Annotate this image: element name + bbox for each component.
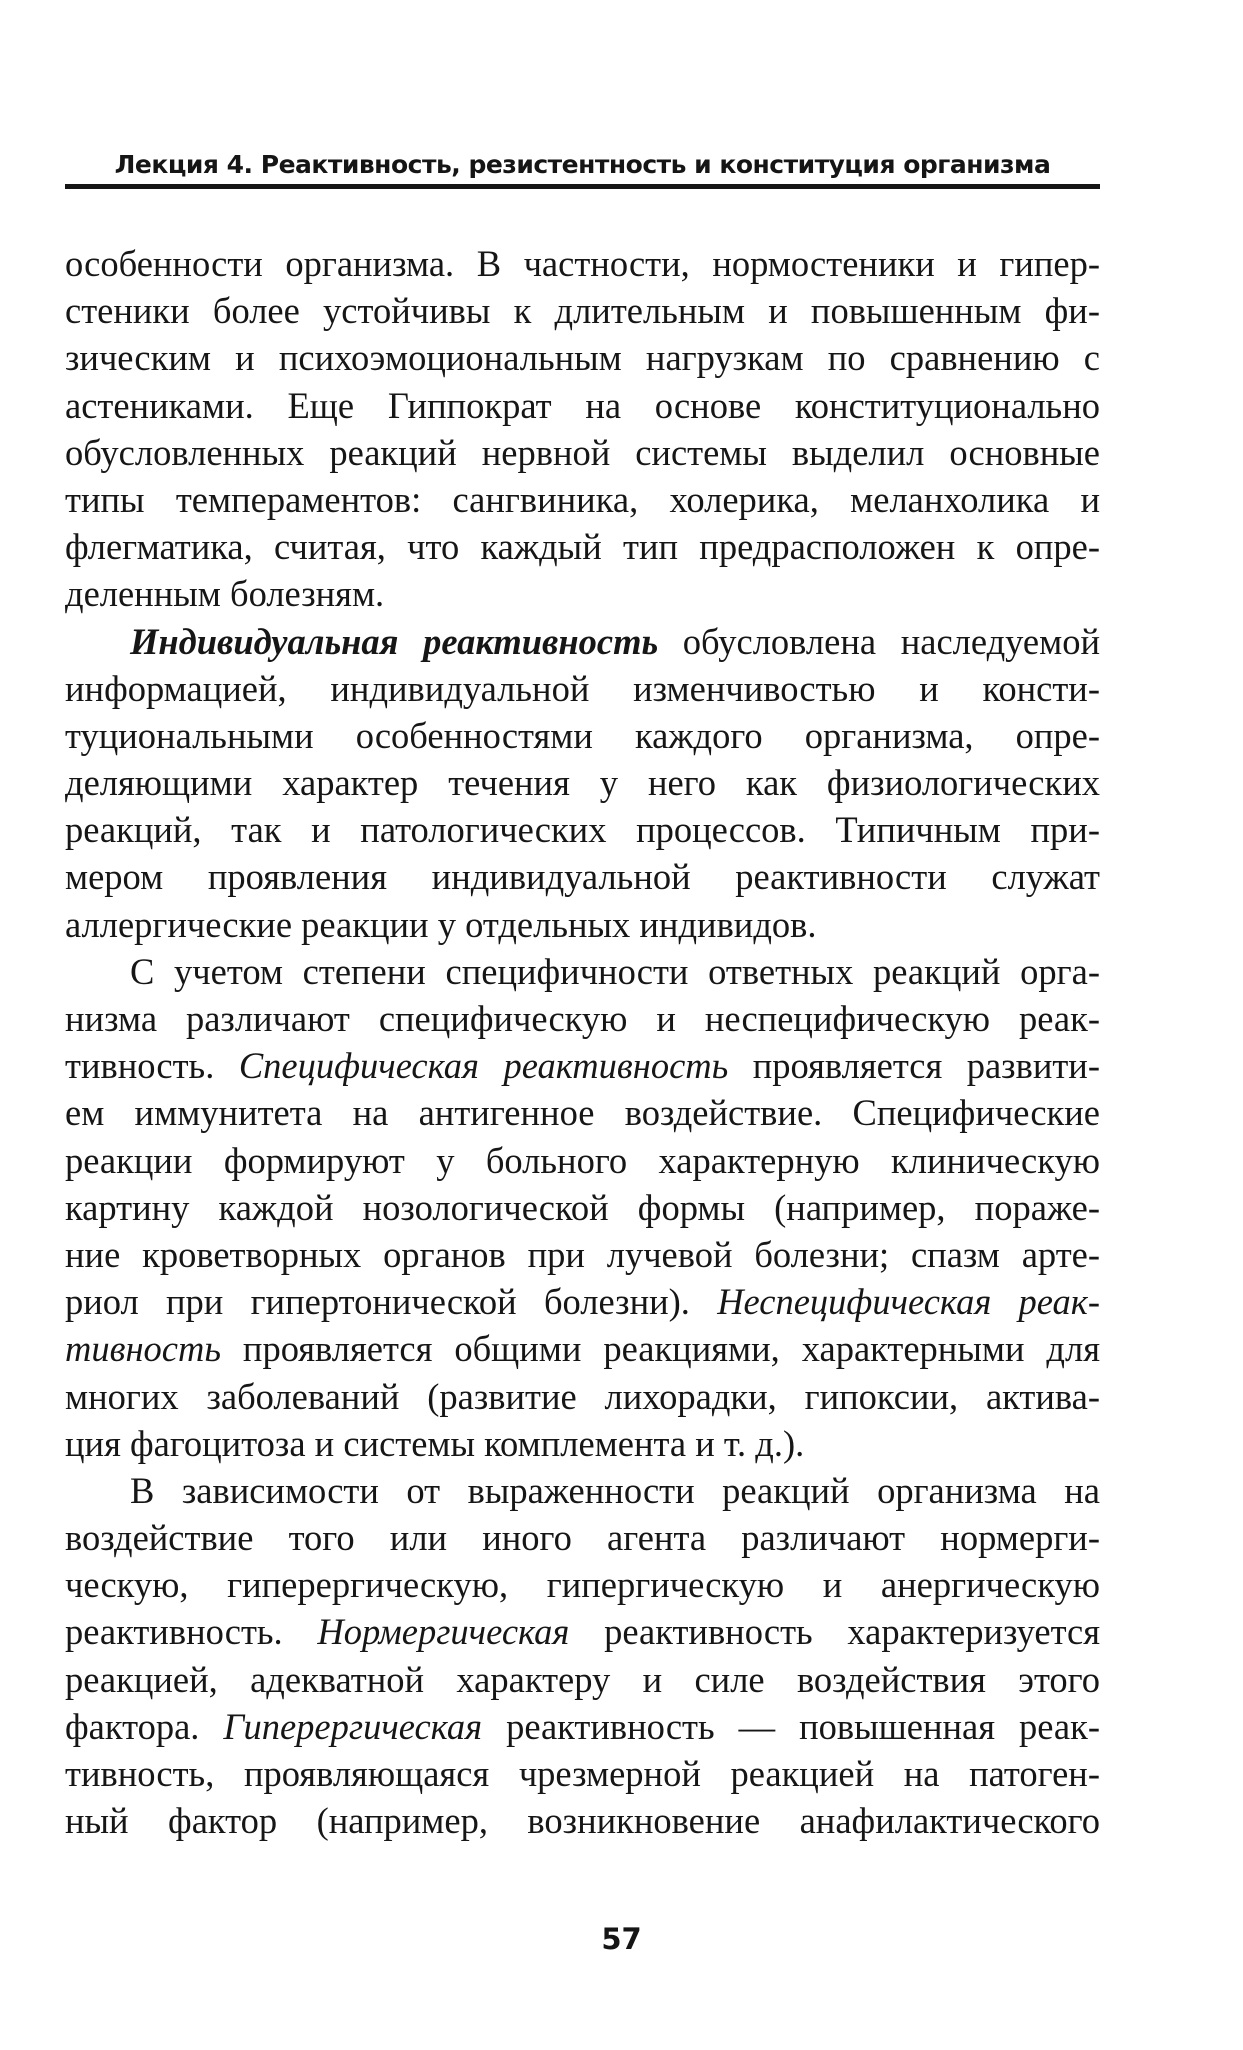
term-nonspecific-reactivity: Неспецифическая реак-	[717, 1281, 1100, 1323]
text-line: низма различают специфическую и неспецифическую реак-	[65, 998, 1100, 1039]
text-line: реакции формируют у больного характерную клиническую	[65, 1139, 1100, 1181]
text-fragment: реактивность характеризуется	[569, 1611, 1101, 1653]
text-fragment: проявляется общими реакциями, характерными для	[220, 1328, 1100, 1370]
term-nonspecific-reactivity-cont: тивность	[65, 1328, 221, 1370]
text-line	[65, 1703, 1100, 1750]
text-line: ный фактор (например, возникновение анафилактического	[65, 1800, 1100, 1842]
text-line: аллергические реакции у отдельных индивидов.	[65, 903, 817, 945]
text-line: флегматика, считая, что каждый тип предрасположен к опре-	[65, 526, 1100, 568]
text-line: туциональными особенностями каждого организма, опре-	[65, 714, 1100, 756]
text-line: особенности организма. В частности, нормостеники и гипер-	[65, 243, 1100, 284]
term-hyperergic: Гиперергическая	[223, 1705, 483, 1747]
term-individual-reactivity: Индивидуальная реактивность	[130, 620, 659, 662]
body-text	[65, 240, 1100, 1844]
text-fragment: тивность.	[65, 1045, 239, 1087]
text-line	[65, 1278, 1100, 1325]
text-line: мером проявления индивидуальной реактивности служат	[65, 856, 1100, 898]
text-line: стеники более устойчивы к длительным и повышенным фи-	[65, 290, 1100, 332]
text-line: С учетом степени специфичности ответных реакций орга-	[130, 950, 1100, 992]
text-fragment: обусловлена наследуемой	[658, 620, 1100, 662]
page-number: 57	[601, 1922, 642, 1956]
text-line: информацией, индивидуальной изменчивостью и консти-	[65, 667, 1100, 709]
text-line	[65, 1608, 1100, 1655]
text-fragment: проявляется развити-	[728, 1045, 1100, 1087]
text-line: воздействие того или иного агента различают нормерги-	[65, 1517, 1100, 1559]
text-fragment: риол при гипертонической болезни).	[65, 1281, 718, 1323]
running-header: Лекция 4. Реактивность, резистентность и конституция организма	[114, 150, 1051, 179]
text-line: картину каждой нозологической формы (например, пораже-	[65, 1186, 1100, 1228]
term-normergic: Нормергическая	[317, 1611, 570, 1653]
text-fragment: реактивность — повышенная реак-	[482, 1705, 1100, 1747]
text-line: астениками. Еще Гиппократ на основе конституционально	[65, 384, 1100, 426]
text-line: В зависимости от выраженности реакций организма на	[130, 1469, 1100, 1511]
text-line	[65, 1325, 1100, 1372]
text-line: зическим и психоэмоциональным нагрузкам по сравнению с	[65, 337, 1100, 379]
text-line: ем иммунитета на антигенное воздействие. Специфические	[65, 1092, 1100, 1134]
text-line	[65, 618, 1100, 665]
text-line: многих заболеваний (развитие лихорадки, гипоксии, актива-	[65, 1375, 1100, 1417]
text-line: ческую, гиперергическую, гипергическую и анергическую	[65, 1564, 1100, 1606]
text-line: деленным болезням.	[65, 573, 385, 615]
text-line: реакций, так и патологических процессов. Типичным при-	[65, 809, 1100, 851]
text-line: типы темпераментов: сангвиника, холерика, меланхолика и	[65, 478, 1100, 520]
text-line: реакцией, адекватной характеру и силе воздействия этого	[65, 1658, 1100, 1700]
text-fragment: реактивность.	[65, 1611, 318, 1653]
text-fragment: фактора.	[65, 1705, 224, 1747]
text-line: обусловленных реакций нервной системы выделил основные	[65, 431, 1100, 473]
header-rule	[65, 184, 1100, 189]
term-specific-reactivity: Специфическая реактивность	[238, 1045, 729, 1087]
text-line: ция фагоцитоза и системы комплемента и т. д.).	[65, 1422, 805, 1464]
text-line: тивность, проявляющаяся чрезмерной реакцией на патоген-	[65, 1753, 1100, 1794]
text-line	[65, 1042, 1100, 1089]
text-line: деляющими характер течения у него как физиологических	[65, 762, 1100, 804]
text-line: ние кроветворных органов при лучевой болезни; спазм арте-	[65, 1233, 1100, 1275]
